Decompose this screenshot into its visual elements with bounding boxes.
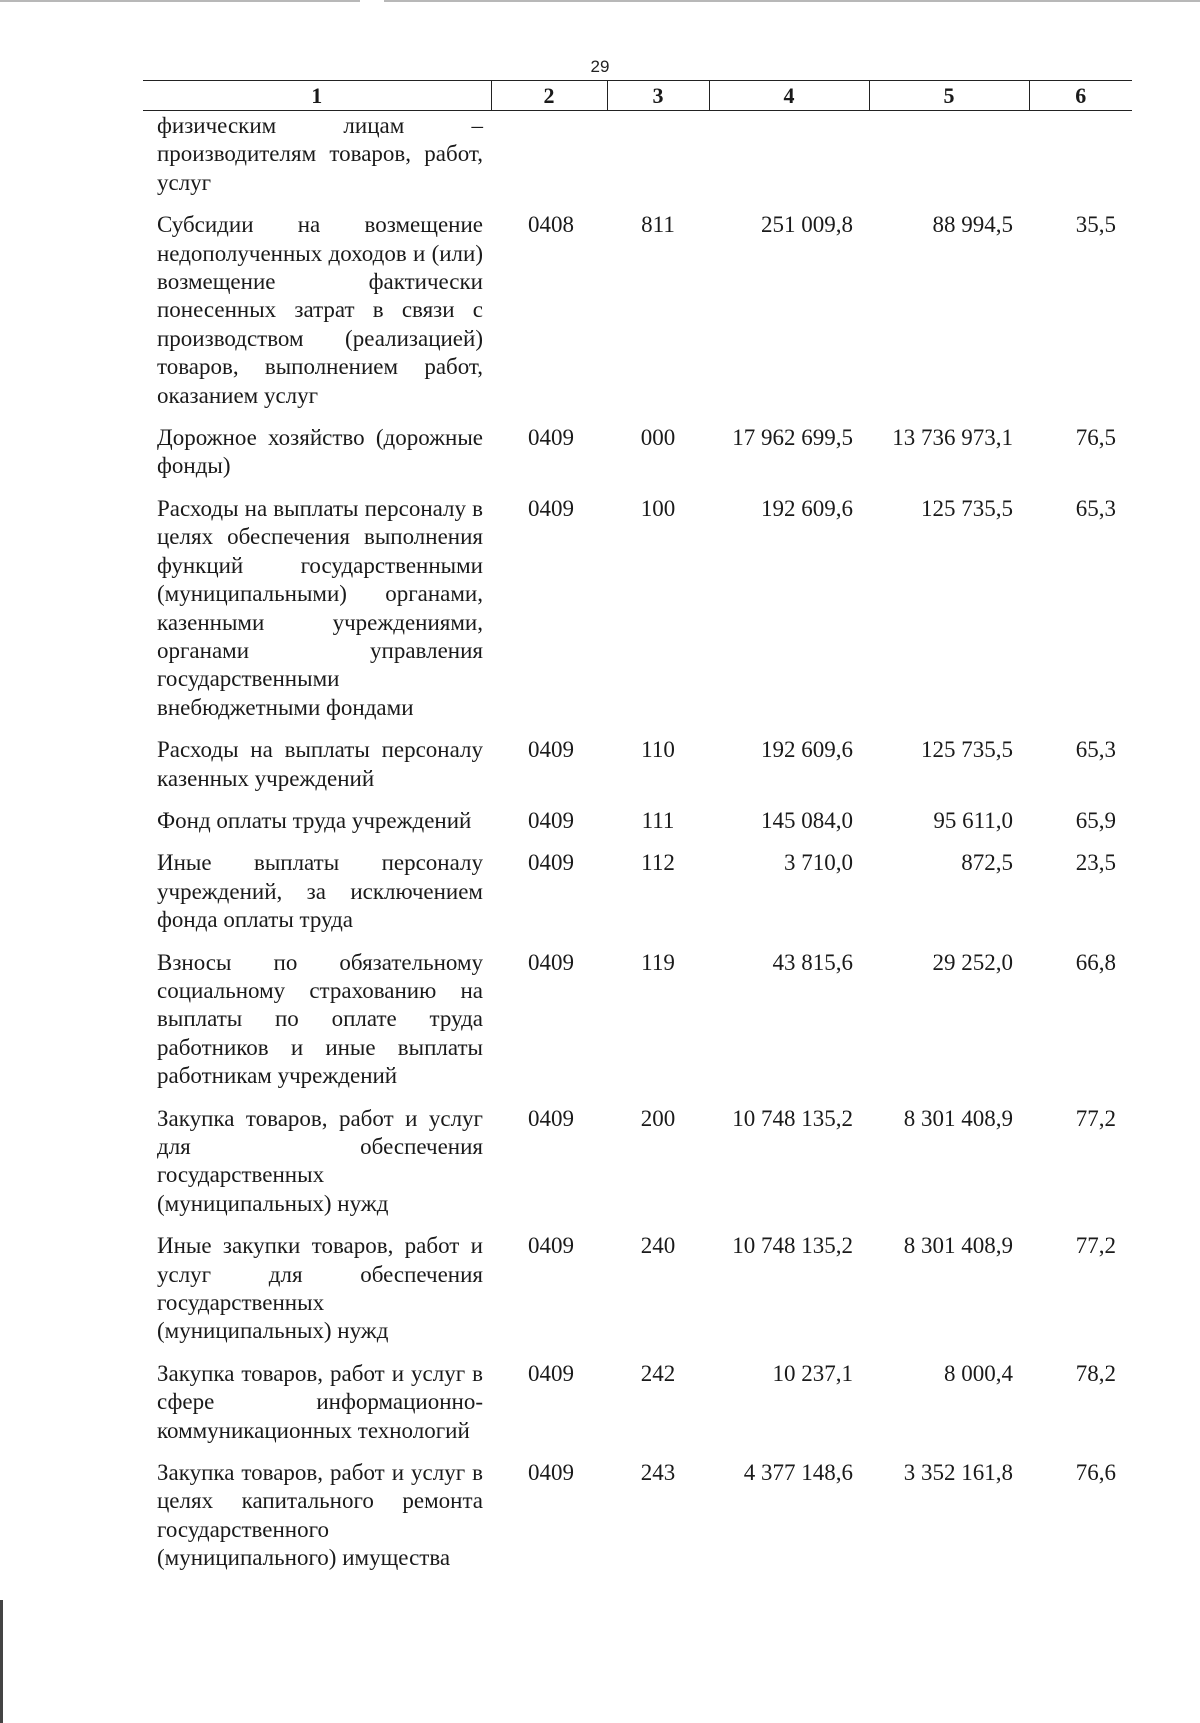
row-description: Иные закупки товаров, работ и услуг для обеспечения государственных (муниципальных) нужд [157,1233,483,1344]
row-actual-amount: 88 994,5 [932,212,1013,238]
table-row [143,736,1132,807]
table-row [143,495,1132,736]
row-actual-amount: 125 735,5 [921,737,1013,763]
column-header: 6 [1029,81,1132,111]
table-row [143,1232,1132,1360]
row-expense-type-code: 110 [641,737,675,763]
row-planned-amount: 10 237,1 [772,1360,853,1386]
budget-table [143,80,1132,1587]
row-section-code: 0409 [528,807,574,833]
row-section-code: 0409 [528,737,574,763]
row-actual-amount: 8 301 408,9 [903,1233,1013,1259]
table-row [143,1105,1132,1233]
row-section-code: 0409 [528,949,574,975]
table-row [143,949,1132,1105]
row-description: Дорожное хозяйство (дорожные фонды) [157,425,483,479]
row-percent: 35,5 [1075,212,1116,238]
row-section-code: 0409 [528,1460,574,1486]
row-section-code: 0409 [528,850,574,876]
row-expense-type-code: 240 [640,1233,676,1259]
row-expense-type-code: 111 [641,807,675,833]
row-section-code: 0409 [528,495,574,521]
row-expense-type-code: 243 [640,1460,676,1486]
row-percent: 76,5 [1075,425,1116,451]
row-actual-amount: 3 352 161,8 [903,1460,1013,1486]
row-percent: 78,2 [1075,1360,1116,1386]
row-actual-amount [869,111,1029,212]
row-description: Закупка товаров, работ и услуг для обеспечения государственных (муниципальных) нужд [157,1105,483,1216]
row-description: Фонд оплаты труда учреждений [157,807,472,833]
row-actual-amount: 8 301 408,9 [903,1105,1013,1131]
row-planned-amount: 192 609,6 [761,495,853,521]
column-header: 4 [709,81,869,111]
row-planned-amount: 251 009,8 [761,212,853,238]
row-planned-amount: 43 815,6 [772,949,853,975]
row-description: Взносы по обязательному социальному страхованию на выплаты по оплате труда работников и иные выплаты работникам учреждений [157,949,483,1089]
row-section-code: 0408 [528,212,574,238]
row-section-code: 0409 [528,1360,574,1386]
column-header: 1 [143,81,491,111]
row-expense-type-code: 000 [640,425,676,451]
row-actual-amount: 29 252,0 [932,949,1013,975]
column-header: 3 [607,81,709,111]
row-percent [1029,111,1132,212]
row-planned-amount: 145 084,0 [761,807,853,833]
row-description: Закупка товаров, работ и услуг в целях капитального ремонта государственного (муниципального) имущества [157,1460,483,1571]
row-percent: 66,8 [1075,949,1116,975]
row-percent: 65,3 [1075,495,1116,521]
row-expense-type-code: 119 [641,949,675,975]
scan-top-edge [0,0,1200,2]
row-section-code [491,111,607,212]
row-description: Расходы на выплаты персоналу в целях обеспечения выполнения функций государственными (муниципальными) органами, казенными учреждениями, органами управления государственными внебюджетными фондами [157,495,483,720]
row-description: Расходы на выплаты персоналу казенных учреждений [157,737,483,791]
row-percent: 77,2 [1075,1105,1116,1131]
row-planned-amount: 4 377 148,6 [743,1460,853,1486]
row-expense-type-code: 811 [641,212,675,238]
row-planned-amount [709,111,869,212]
row-percent: 23,5 [1075,850,1116,876]
row-planned-amount: 3 710,0 [784,850,853,876]
row-expense-type-code: 100 [640,495,676,521]
row-expense-type-code: 200 [640,1105,676,1131]
table-row [143,1360,1132,1459]
column-header: 2 [491,81,607,111]
row-percent: 65,3 [1075,737,1116,763]
row-expense-type-code [607,111,709,212]
row-percent: 76,6 [1075,1460,1116,1486]
table-row [143,1459,1132,1587]
row-description: физическим лицам – производителям товаров, работ, услуг [157,113,483,195]
row-section-code: 0409 [528,425,574,451]
table-row [143,211,1132,424]
row-actual-amount: 95 611,0 [933,807,1013,833]
row-actual-amount: 13 736 973,1 [892,425,1013,451]
row-description: Субсидии на возмещение недополученных доходов и (или) возмещение фактически понесенных затрат в связи с производством (реализацией) товаров, выполнением работ, оказанием услуг [157,212,483,408]
row-planned-amount: 17 962 699,5 [732,425,853,451]
table-row [143,111,1132,212]
row-expense-type-code: 112 [641,850,675,876]
row-planned-amount: 192 609,6 [761,737,853,763]
row-actual-amount: 872,5 [961,850,1013,876]
table-row [143,424,1132,495]
row-expense-type-code: 242 [640,1360,676,1386]
scan-edge-mark [0,1600,3,1723]
row-description: Закупка товаров, работ и услуг в сфере информационно-коммуникационных технологий [157,1360,483,1443]
table-row [143,807,1132,849]
row-percent: 77,2 [1075,1233,1116,1259]
column-header: 5 [869,81,1029,111]
row-percent: 65,9 [1075,807,1116,833]
page-number: 29 [590,57,610,76]
row-planned-amount: 10 748 135,2 [732,1105,853,1131]
row-section-code: 0409 [528,1233,574,1259]
header-row [143,81,1132,111]
row-actual-amount: 8 000,4 [944,1360,1013,1386]
row-actual-amount: 125 735,5 [921,495,1013,521]
row-section-code: 0409 [528,1105,574,1131]
table-row [143,849,1132,948]
row-planned-amount: 10 748 135,2 [732,1233,853,1259]
row-description: Иные выплаты персоналу учреждений, за исключением фонда оплаты труда [157,850,483,933]
